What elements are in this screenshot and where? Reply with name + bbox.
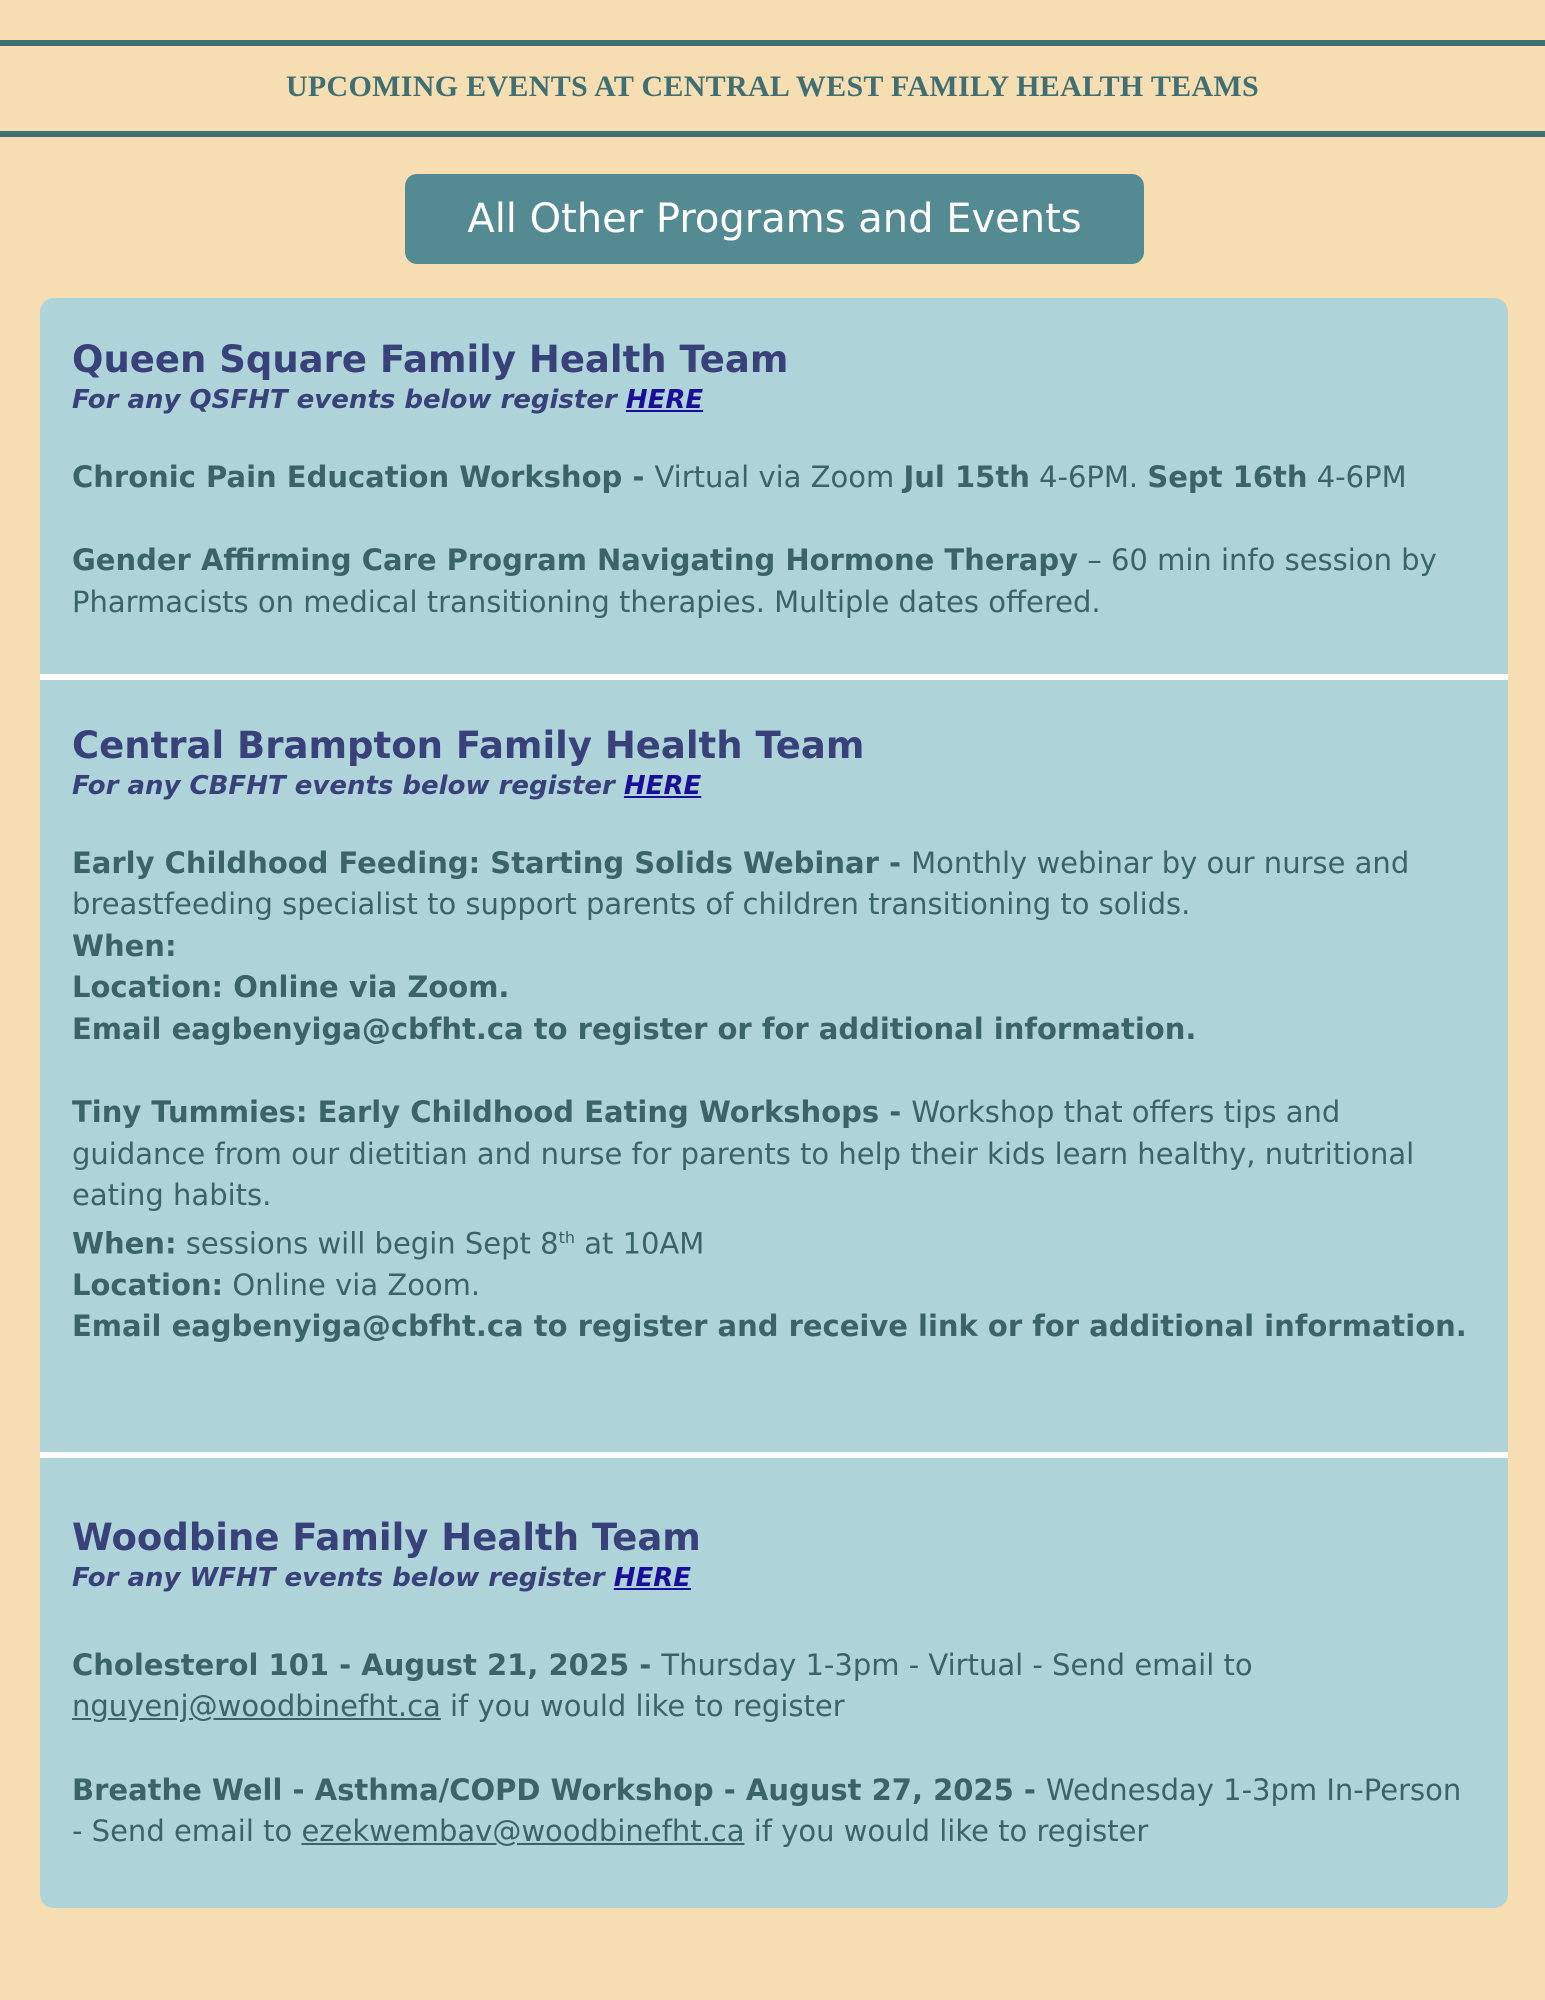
event-title: Gender Affirming Care Program Navigating Hormone Therapy <box>72 543 1079 578</box>
register-link[interactable]: HERE <box>625 385 704 416</box>
section-divider <box>40 674 1508 680</box>
team-name: Central Brampton Family Health Team <box>72 724 865 767</box>
event-title: Early Childhood Feeding: Starting Solids Webinar - <box>72 845 912 880</box>
event-time: 4-6PM. <box>1029 459 1148 494</box>
page-title: UPCOMING EVENTS AT CENTRAL WEST FAMILY HEALTH TEAMS <box>285 70 1260 103</box>
event-when <box>72 1217 1472 1265</box>
event-item <box>72 457 1472 499</box>
ordinal-suffix: th <box>558 1227 575 1247</box>
event-item <box>72 843 1472 1051</box>
event-when-label: When: <box>72 1226 177 1261</box>
register-line <box>72 382 1472 418</box>
register-link[interactable]: HERE <box>613 1563 692 1594</box>
event-location <box>72 1265 1472 1307</box>
event-desc: – 60 min info session by Pharmacists on medical transitioning therapies. Multiple dates offered. <box>72 543 1437 619</box>
event-location-value: Online via Zoom. <box>223 1267 481 1302</box>
event-date: Sept 16th <box>1147 459 1308 494</box>
event-email-line: Email eagbenyiga@cbfht.ca to register and receive link or for additional information. <box>72 1309 1467 1344</box>
event-title: Chronic Pain Education Workshop - <box>72 459 655 494</box>
event-desc: Thursday 1-3pm - Virtual - Send email to <box>661 1647 1253 1682</box>
event-desc: Workshop that offers tips and guidance from our dietitian and nurse for parents to help their kids learn healthy, nutritional eating habits. <box>72 1095 1415 1213</box>
team-section-qsfht <box>72 338 1472 623</box>
event-desc: Monthly webinar by our nurse and breastfeeding specialist to support parents of children transitioning to solids. <box>72 845 1410 922</box>
event-item <box>72 1770 1472 1853</box>
register-prefix: For any CBFHT events below register <box>72 771 615 802</box>
event-location-label: Location: <box>72 1267 224 1302</box>
email-link[interactable]: nguyenj@woodbinefht.ca <box>72 1689 441 1724</box>
event-time: 4-6PM <box>1307 459 1407 494</box>
header-top-rule <box>0 40 1545 46</box>
event-item <box>72 1092 1472 1348</box>
register-line <box>72 1560 1472 1596</box>
event-title: Cholesterol 101 - August 21, 2025 - <box>72 1647 662 1682</box>
register-link[interactable]: HERE <box>623 771 702 802</box>
section-divider <box>40 1452 1508 1458</box>
register-line <box>72 768 1472 804</box>
event-title: Tiny Tummies: Early Childhood Eating Workshops - <box>72 1095 912 1130</box>
event-date: Jul 15th <box>903 459 1030 494</box>
team-name: Woodbine Family Health Team <box>72 1516 701 1559</box>
event-suffix: if you would like to register <box>744 1814 1149 1849</box>
team-name: Queen Square Family Health Team <box>72 338 789 381</box>
register-prefix: For any WFHT events below register <box>72 1563 605 1594</box>
event-desc: Virtual via Zoom <box>654 459 904 494</box>
event-desc: Wednesday 1-3pm In-Person - Send email to <box>72 1772 1462 1849</box>
section-label: All Other Programs and Events <box>405 174 1144 264</box>
header-bottom-rule <box>0 131 1545 137</box>
email-link[interactable]: ezekwembav@woodbinefht.ca <box>301 1814 745 1849</box>
team-section-wfht <box>72 1516 1472 1853</box>
event-item <box>72 1645 1472 1728</box>
register-prefix: For any QSFHT events below register <box>72 385 617 416</box>
event-suffix: if you would like to register <box>440 1689 845 1724</box>
event-when-text: sessions will begin Sept 8 <box>176 1226 559 1261</box>
event-when-time: at 10AM <box>574 1226 705 1261</box>
event-item <box>72 540 1472 623</box>
event-when-label: When: <box>72 928 177 963</box>
team-section-cbfht <box>72 724 1472 1348</box>
event-location: Location: Online via Zoom. <box>72 970 510 1005</box>
event-title: Breathe Well - Asthma/COPD Workshop - August 27, 2025 - <box>72 1772 1047 1807</box>
events-panel <box>40 298 1508 1908</box>
event-email-line: Email eagbenyiga@cbfht.ca to register or for additional information. <box>72 1011 1197 1046</box>
